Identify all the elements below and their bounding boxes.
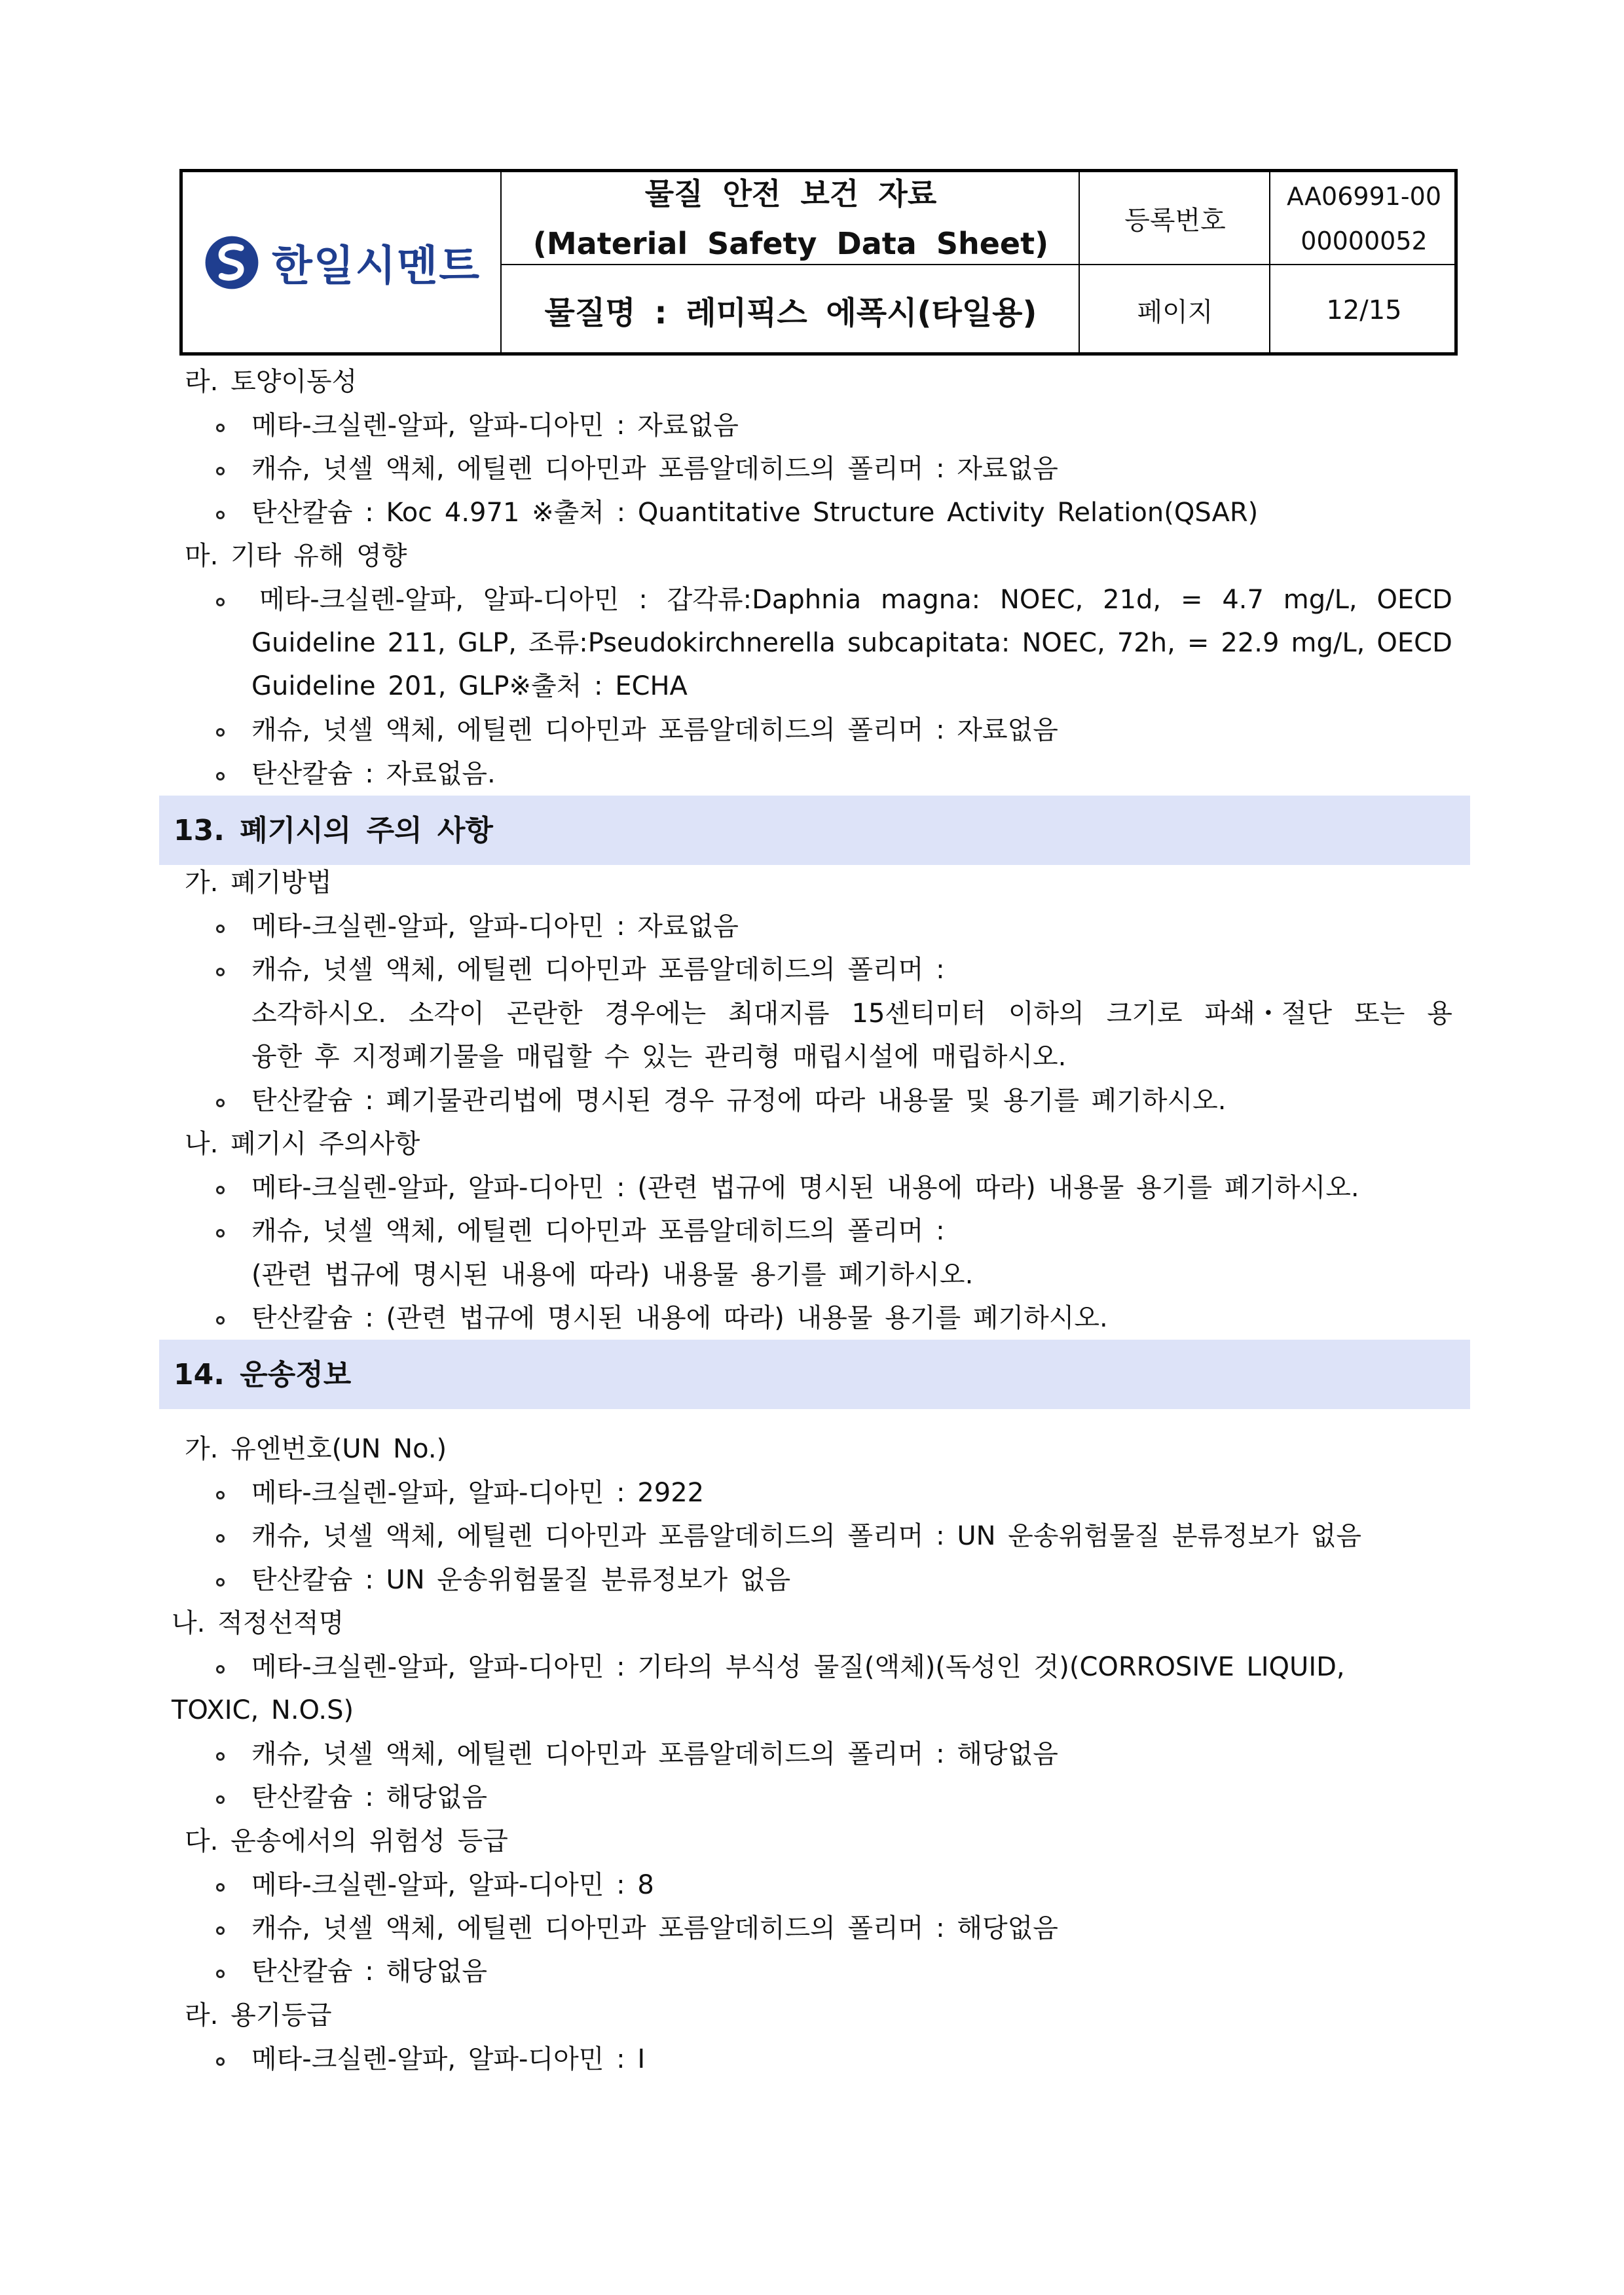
list-item: 탄산칼슘 : Koc 4.971 ※출처 : Quantitative Structure Activity Relation(QSAR) — [251, 498, 1259, 528]
list-item: 탄산칼슘 : 해당없음 — [251, 1782, 488, 1812]
section-title-disposal: 13. 폐기시의 주의 사항 — [174, 814, 493, 847]
section-header-band — [159, 796, 1470, 865]
registration-number — [1270, 172, 1458, 265]
list-item: 탄산칼슘 : 해당없음 — [251, 1956, 488, 1987]
bullet-icon — [216, 424, 225, 432]
list-item: 메타-크실렌-알파, 알파-디아민 : 8 — [251, 1870, 654, 1900]
list-item-continuation: Guideline 201, GLP※출처 : ECHA — [251, 671, 688, 701]
bullet-icon — [216, 1229, 225, 1238]
list-item: 캐슈, 넛셀 액체, 에틸렌 디아민과 포름알데히드의 폴리머 : 해당없음 — [251, 1913, 1058, 1943]
bullet-icon — [216, 511, 225, 519]
list-item-continuation: 융한 후 지정폐기물을 매립할 수 있는 관리형 매립시설에 매립하시오. — [251, 1042, 1067, 1072]
registration-label: 등록번호 — [1124, 206, 1226, 236]
bullet-icon — [216, 1186, 225, 1194]
subheading-un-number: 가. 유엔번호(UN No.) — [185, 1434, 447, 1464]
bullet-icon — [216, 1970, 225, 1978]
registration-number-line2: 00000052 — [1301, 226, 1428, 255]
company-name: 한일시멘트 — [271, 242, 481, 291]
msds-header-table — [179, 169, 1458, 356]
list-item: 캐슈, 넛셀 액체, 에틸렌 디아민과 포름알데히드의 폴리머 : 자료없음 — [251, 715, 1058, 745]
section-title-transport: 14. 운송정보 — [174, 1358, 352, 1391]
bullet-icon — [216, 1752, 225, 1761]
title-korean: 물질 안전 보건 자료 — [644, 175, 937, 211]
list-item-continuation: (관련 법규에 명시된 내용에 따라) 내용물 용기를 폐기하시오. — [251, 1260, 974, 1290]
subheading-shipping-name: 나. 적정선적명 — [172, 1608, 344, 1638]
bullet-icon — [216, 467, 225, 475]
registration-number-line1: AA06991-00 — [1287, 181, 1441, 211]
material-name: 물질명 : 레미픽스 에폭시(타일용) — [544, 295, 1037, 331]
list-item: 캐슈, 넛셀 액체, 에틸렌 디아민과 포름알데히드의 폴리머 : 자료없음 — [251, 454, 1058, 484]
table-divider — [1079, 172, 1080, 352]
list-item: 메타-크실렌-알파, 알파-디아민 : I — [251, 2044, 646, 2074]
list-item: 탄산칼슘 : (관련 법규에 명시된 내용에 따라) 내용물 용기를 폐기하시오. — [251, 1303, 1108, 1333]
bullet-icon — [216, 1099, 225, 1107]
subheading-hazard-class: 다. 운송에서의 위험성 등급 — [185, 1826, 508, 1856]
list-item: 메타-크실렌-알파, 알파-디아민 : 자료없음 — [251, 411, 739, 441]
bullet-icon — [216, 1795, 225, 1804]
list-item: 메타-크실렌-알파, 알파-디아민 : 기타의 부식성 물질(액체)(독성인 것)(CORROSIVE LIQUID, — [251, 1652, 1345, 1682]
list-item: 캐슈, 넛셀 액체, 에틸렌 디아민과 포름알데히드의 폴리머 : UN 운송위험물질 분류정보가 없음 — [251, 1521, 1362, 1551]
list-item: 메타-크실렌-알파, 알파-디아민 : 2922 — [251, 1478, 705, 1508]
justified-line: 소각하시오. 소각이 곤란한 경우에는 최대지름 15센티미터 이하의 크기로 파쇄・절단 또는 용 — [251, 999, 1452, 1029]
section-header-band — [159, 1340, 1470, 1409]
bullet-icon — [216, 968, 225, 976]
bullet-icon — [216, 772, 225, 780]
page-label: 페이지 — [1137, 297, 1213, 327]
company-logo — [183, 172, 502, 352]
bullet-icon — [216, 1316, 225, 1325]
list-item: 캐슈, 넛셀 액체, 에틸렌 디아민과 포름알데히드의 폴리머 : — [251, 1216, 945, 1246]
bullet-icon — [216, 1883, 225, 1892]
justified-line: Guideline 211, GLP, 조류:Pseudokirchnerella subcapitata: NOEC, 72h, = 22.9 mg/L, OECD — [251, 628, 1452, 658]
subheading-packing-group: 라. 용기등급 — [185, 2000, 332, 2030]
list-item: 메타-크실렌-알파, 알파-디아민 : 자료없음 — [251, 911, 739, 942]
table-divider — [500, 264, 1454, 265]
bullet-icon — [216, 2057, 225, 2066]
bullet-icon — [216, 728, 225, 737]
subheading-disposal-method: 가. 폐기방법 — [185, 868, 332, 898]
table-divider — [500, 172, 502, 352]
title-english: (Material Safety Data Sheet) — [532, 225, 1049, 261]
subheading-other-effects: 마. 기타 유해 영향 — [185, 541, 407, 571]
table-divider — [1269, 172, 1270, 352]
bullet-icon — [216, 1926, 225, 1935]
list-item-continuation: TOXIC, N.O.S) — [172, 1695, 354, 1725]
list-item: 메타-크실렌-알파, 알파-디아민 : (관련 법규에 명시된 내용에 따라) 내용물 용기를 폐기하시오. — [251, 1173, 1359, 1203]
bullet-icon — [216, 598, 225, 606]
list-item: 캐슈, 넛셀 액체, 에틸렌 디아민과 포름알데히드의 폴리머 : — [251, 955, 945, 985]
company-logo-icon — [204, 234, 260, 291]
list-item: 탄산칼슘 : 폐기물관리법에 명시된 경우 규정에 따라 내용물 및 용기를 폐기하시오. — [251, 1086, 1227, 1116]
bullet-icon — [216, 1534, 225, 1543]
bullet-icon — [216, 1578, 225, 1587]
justified-line: 메타-크실렌-알파, 알파-디아민 : 갑각류:Daphnia magna: NOEC, 21d, = 4.7 mg/L, OECD — [259, 585, 1452, 615]
document-title — [502, 172, 1080, 265]
list-item: 캐슈, 넛셀 액체, 에틸렌 디아민과 포름알데히드의 폴리머 : 해당없음 — [251, 1739, 1058, 1769]
bullet-icon — [216, 1491, 225, 1499]
list-item: 탄산칼슘 : 자료없음. — [251, 759, 496, 789]
subheading-disposal-precautions: 나. 폐기시 주의사항 — [185, 1129, 420, 1159]
page-number: 12/15 — [1326, 295, 1402, 325]
list-item: 탄산칼슘 : UN 운송위험물질 분류정보가 없음 — [251, 1565, 791, 1595]
bullet-icon — [216, 925, 225, 933]
subheading-soil-mobility: 라. 토양이동성 — [185, 367, 358, 397]
bullet-icon — [216, 1665, 225, 1674]
